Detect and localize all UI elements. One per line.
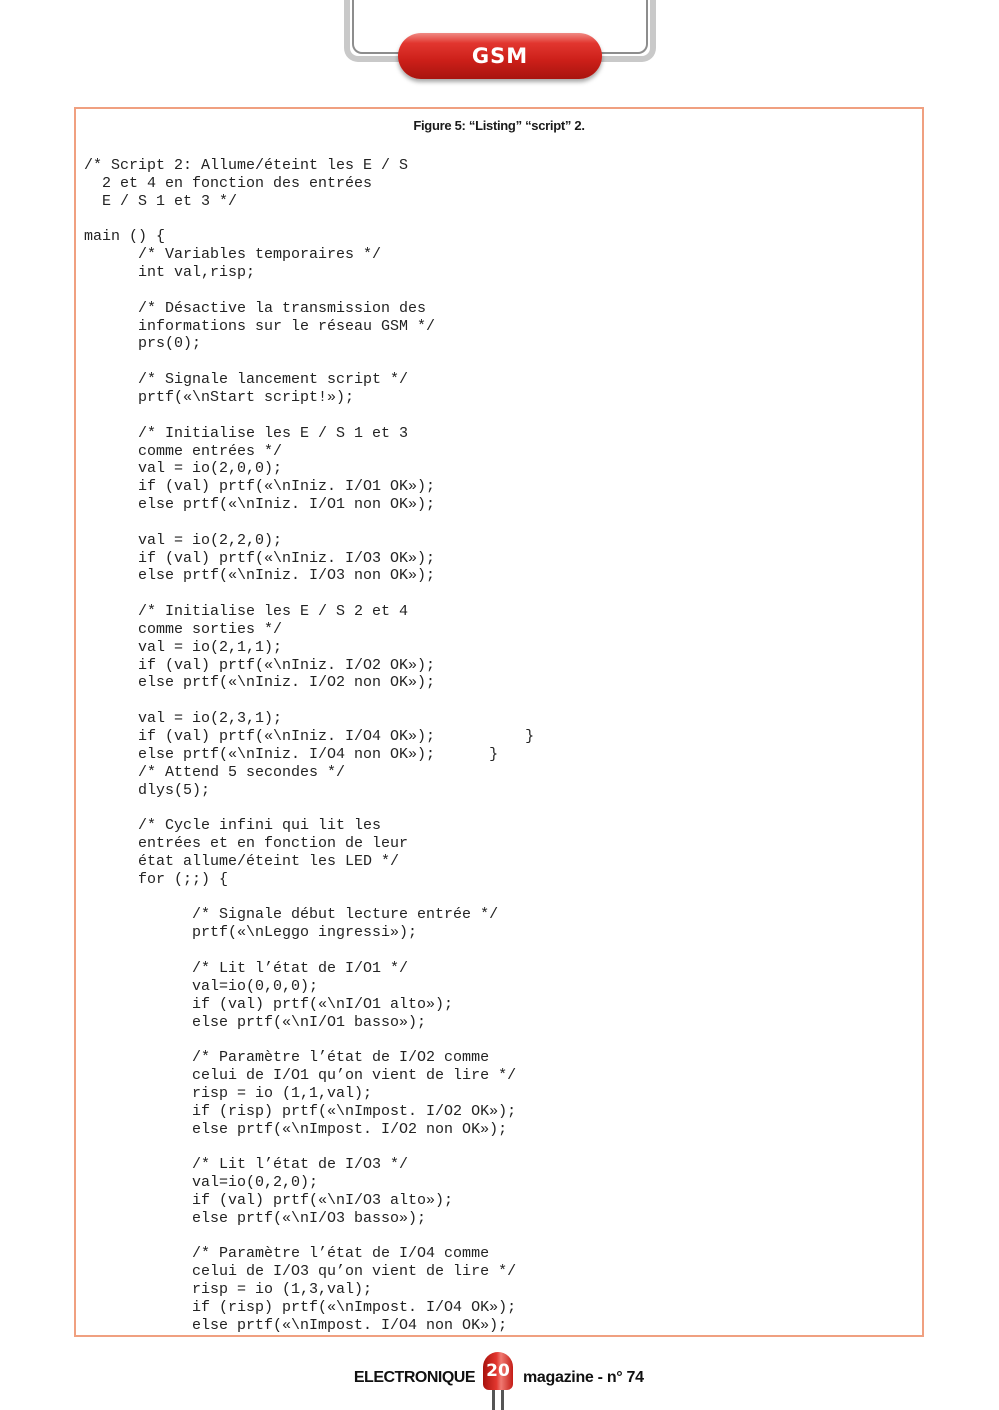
listing-frame [74, 107, 924, 1337]
page-number: 20 [483, 1352, 513, 1390]
figure-caption: Figure 5: “Listing” “script” 2. [413, 118, 585, 133]
led-leg-left [492, 1390, 495, 1410]
publication-name: ELECTRONIQUE [353, 1369, 475, 1386]
section-tag: GSM [398, 33, 602, 79]
led-page-icon [483, 1352, 513, 1410]
page-footer [0, 1352, 999, 1410]
code-listing: /* Script 2: Allume/éteint les E / S 2 et 4 en fonction des entrées E / S 1 et 3 */ main () { /* Variables temporaires */ int val,risp; /* Désactive la transmission des informations sur le réseau GSM */ prs(0); /* Signale lancement script */ prtf(«\nStart script!»); /* Initialise les E / S 1 et 3 comme entrées */ val = io(2,0,0); if (val) prtf(«\nIniz. I/O1 OK»); else prtf(«\nIniz. I/O1 non OK»); val = io(2,2,0); if (val) prtf(«\nIniz. I/O3 OK»); else prtf(«\nIniz. I/O3 non OK»); /* Initialise les E / S 2 et 4 comme sorties */ val = io(2,1,1); if (val) prtf(«\nIniz. I/O2 OK»); else prtf(«\nIniz. I/O2 non OK»); val = io(2,3,1); if (val) prtf(«\nIniz. I/O4 OK»); } else prtf(«\nIniz. I/O4 non OK»); } /* Attend 5 secondes */ dlys(5); /* Cycle infini qui lit les entrées et en fonction de leur état allume/éteint les LED */ for (;;) { /* Signale début lecture entrée */ prtf(«\nLeggo ingressi»); /* Lit l’état de I/O1 */ val=io(0,0,0); if (val) prtf(«\nI/O1 alto»); else prtf(«\nI/O1 basso»); /* Paramètre l’état de I/O2 comme celui de I/O1 qu’on vient de lire */ risp = io (1,1,val); if (risp) prtf(«\nImpost. I/O2 OK»); else prtf(«\nImpost. I/O2 non OK»); /* Lit l’état de I/O3 */ val=io(0,2,0); if (val) prtf(«\nI/O3 alto»); else prtf(«\nI/O3 basso»); /* Paramètre l’état de I/O4 comme celui de I/O3 qu’on vient de lire */ risp = io (1,3,val); if (risp) prtf(«\nImpost. I/O4 OK»); else prtf(«\nImpost. I/O4 non OK»); [84, 157, 535, 1334]
issue-label: magazine - n° 74 [523, 1369, 644, 1386]
led-leg-right [501, 1390, 504, 1410]
